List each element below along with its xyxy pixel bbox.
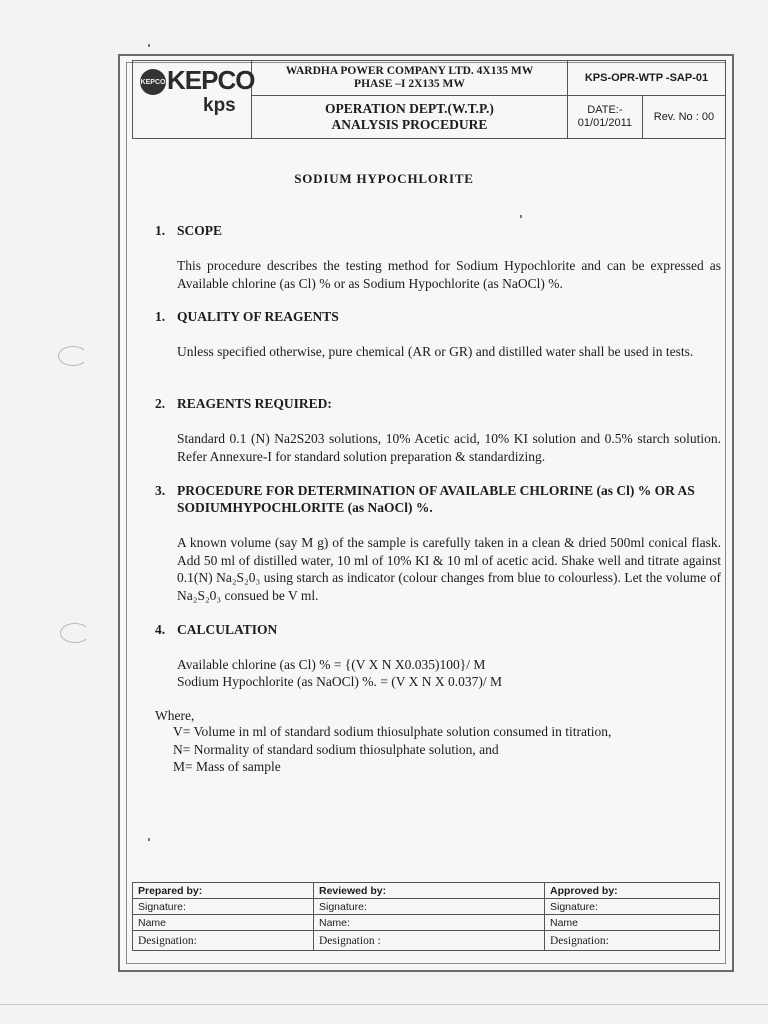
page-edge-line — [0, 1004, 768, 1005]
section-title: REAGENTS REQUIRED: — [177, 396, 332, 411]
document-title: SODIUM HYPOCHLORITE — [294, 171, 474, 186]
punch-hole-mark — [60, 623, 90, 643]
date-cell — [567, 96, 642, 139]
company-phase: PHASE –I 2X135 MW — [354, 78, 465, 91]
prepared-signature: Signature: — [133, 899, 314, 915]
date-value: 01/01/2011 — [577, 117, 633, 130]
department-cell — [252, 96, 568, 139]
reviewed-designation: Designation : — [314, 931, 545, 951]
approved-designation: Designation: — [545, 931, 720, 951]
section-heading-quality — [155, 308, 727, 325]
where-label: Where, — [155, 708, 195, 723]
section-title: CALCULATION — [177, 622, 278, 637]
formula-available-chlorine: Available chlorine (as Cl) % = {(V X N X0.035)100}/ M — [177, 657, 486, 672]
section-number: 2. — [155, 396, 166, 411]
revision-number: Rev. No : 00 — [642, 96, 725, 139]
section-title: PROCEDURE FOR DETERMINATION OF AVAILABLE CHLORINE (as Cl) % OR AS SODIUMHYPOCHLORITE (as NaOCl) %. — [177, 483, 695, 515]
punch-hole-mark — [58, 346, 88, 366]
definition-n: N= Normality of standard sodium thiosulphate solution, and — [173, 742, 499, 757]
reagents-paragraph: Standard 0.1 (N) Na2S203 solutions, 10% Acetic acid, 10% KI solution and 0.5% starch solution. Refer Annexure-I for standard solution preparation & standardizing. — [177, 431, 721, 464]
scan-speck — [148, 44, 150, 47]
logo-seal-icon: KEPCO — [140, 69, 166, 95]
logo-cell — [133, 61, 255, 139]
section-number: 1. — [155, 223, 166, 238]
section-number: 3. — [155, 483, 166, 498]
document-header — [132, 60, 726, 139]
section-number: 4. — [155, 622, 166, 637]
section-number: 1. — [155, 309, 166, 324]
section-heading-reagents — [155, 395, 727, 412]
definition-m: M= Mass of sample — [173, 759, 281, 774]
section-heading-procedure — [155, 482, 727, 516]
procedure-type: ANALYSIS PROCEDURE — [331, 117, 488, 133]
approved-by-label: Approved by: — [545, 883, 720, 899]
logo-text: KEPCO — [167, 65, 255, 95]
prepared-designation: Designation: — [133, 931, 314, 951]
scan-speck — [520, 215, 522, 218]
date-label: DATE:- — [587, 104, 623, 117]
company-name: WARDHA POWER COMPANY LTD. 4X135 MW — [285, 65, 534, 78]
section-title: QUALITY OF REAGENTS — [177, 309, 339, 324]
section-heading-scope — [155, 222, 727, 239]
scan-speck — [148, 838, 150, 841]
procedure-paragraph: A known volume (say M g) of the sample is carefully taken in a clean & dried 500ml conical flask. Add 50 ml of distilled water, 10 ml of 10% KI & 10 ml of acetic acid. Shake well and titrate against 0.1(N) Na₂S₂0₃ using starch as indicator (colour changes from blue to colourless). Let the volume of Na₂S₂0₃ consued be V ml. — [177, 535, 721, 603]
logo-subtext: kps — [203, 95, 236, 116]
reviewed-signature: Signature: — [314, 899, 545, 915]
reviewed-name: Name: — [314, 915, 545, 931]
reviewed-by-label: Reviewed by: — [314, 883, 545, 899]
signoff-table — [132, 882, 720, 951]
approved-signature: Signature: — [545, 899, 720, 915]
prepared-name: Name — [133, 915, 314, 931]
prepared-by-label: Prepared by: — [133, 883, 314, 899]
quality-paragraph: Unless specified otherwise, pure chemical (AR or GR) and distilled water shall be used in tests. — [177, 344, 694, 359]
section-heading-calculation — [155, 621, 727, 638]
doc-code: KPS-OPR-WTP -SAP-01 — [567, 61, 725, 96]
approved-name: Name — [545, 915, 720, 931]
formula-sodium-hypochlorite: Sodium Hypochlorite (as NaOCl) %. = (V X N X 0.037)/ M — [177, 674, 502, 689]
department-name: OPERATION DEPT.(W.T.P.) — [325, 101, 494, 117]
company-logo — [133, 61, 255, 138]
scope-paragraph: This procedure describes the testing method for Sodium Hypochlorite and can be expressed as Available chlorine (as Cl) % or as Sodium Hypochlorite (as NaOCl) %. — [177, 258, 721, 291]
definition-v: V= Volume in ml of standard sodium thiosulphate solution consumed in titration, — [173, 724, 612, 739]
company-name-cell — [252, 61, 568, 96]
section-title: SCOPE — [177, 223, 223, 238]
